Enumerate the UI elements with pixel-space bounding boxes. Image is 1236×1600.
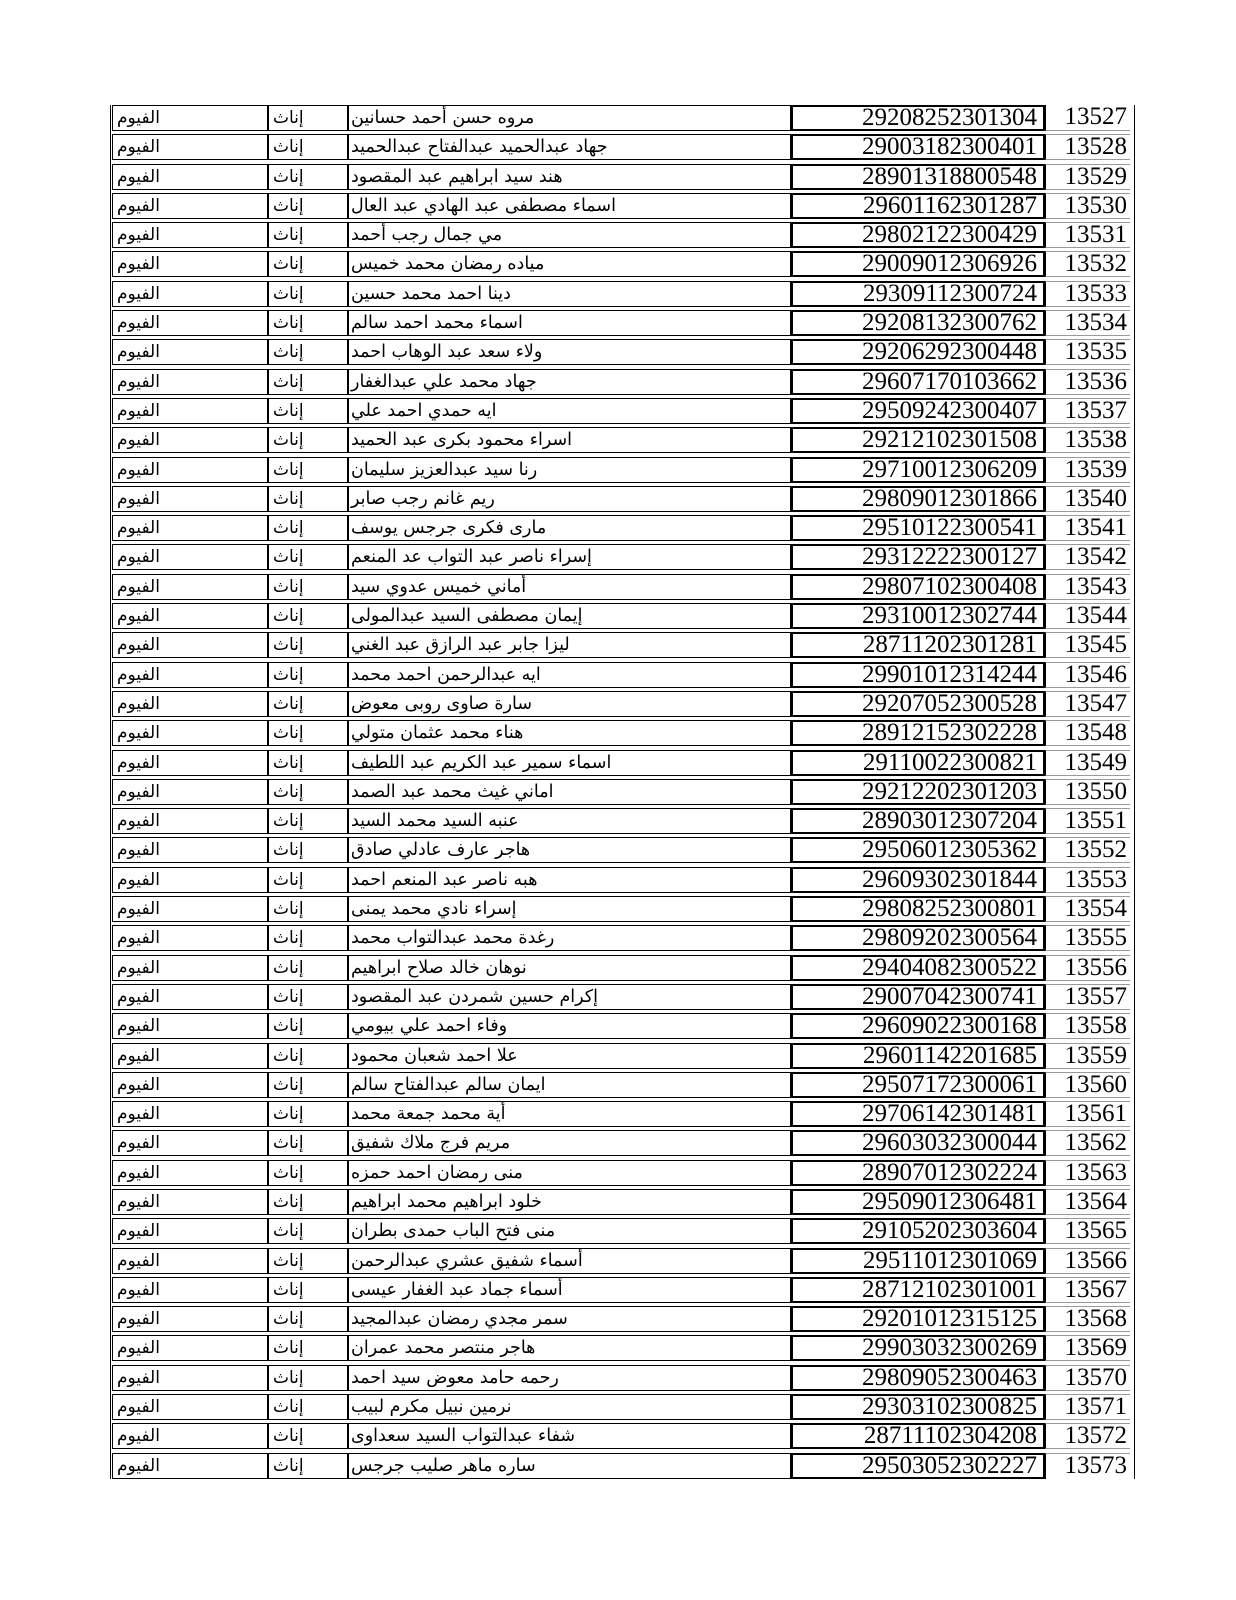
gender-cell: إناث [268,1130,348,1156]
gender-cell: إناث [268,310,348,336]
name-cell: مياده رمضان محمد خميس [348,251,791,277]
national-id-cell: 29601142201685 [791,1043,1045,1069]
serial-cell: 13543 [1045,574,1130,600]
name-cell: نرمين نبيل مكرم لبيب [348,1394,791,1420]
national-id-cell: 29212102301508 [791,427,1045,453]
table-row [112,691,1133,717]
serial-cell: 13534 [1045,310,1130,336]
governorate-cell: الفيوم [112,222,268,248]
national-id-cell: 29309112300724 [791,281,1045,307]
serial-cell: 13558 [1045,1013,1130,1039]
national-id-cell: 29201012315125 [791,1306,1045,1332]
gender-cell: إناث [268,1277,348,1303]
serial-cell: 13540 [1045,486,1130,512]
gender-cell: إناث [268,925,348,951]
name-cell: ولاء سعد عبد الوهاب احمد [348,339,791,365]
national-id-cell: 28901318800548 [791,164,1045,190]
gender-cell: إناث [268,1423,348,1449]
table-row [112,164,1133,190]
name-cell: وفاء احمد علي بيومي [348,1013,791,1039]
serial-cell: 13564 [1045,1189,1130,1215]
governorate-cell: الفيوم [112,984,268,1010]
gender-cell: إناث [268,574,348,600]
gender-cell: إناث [268,222,348,248]
table-row [112,779,1133,805]
governorate-cell: الفيوم [112,896,268,922]
table-row [112,486,1133,512]
serial-cell: 13566 [1045,1248,1130,1274]
gender-cell: إناث [268,1394,348,1420]
table-row [112,515,1133,541]
name-cell: مروه حسن أحمد حسانين [348,105,791,131]
table-row [112,808,1133,834]
table-row [112,1453,1133,1479]
name-cell: هناء محمد عثمان متولي [348,720,791,746]
serial-cell: 13570 [1045,1365,1130,1391]
serial-cell: 13565 [1045,1218,1130,1244]
table-row [112,837,1133,863]
name-cell: منى رمضان احمد حمزه [348,1160,791,1186]
governorate-cell: الفيوم [112,1248,268,1274]
name-cell: خلود ابراهيم محمد ابراهيم [348,1189,791,1215]
gender-cell: إناث [268,193,348,219]
governorate-cell: الفيوم [112,515,268,541]
gender-cell: إناث [268,779,348,805]
name-cell: رغدة محمد عبدالتواب محمد [348,925,791,951]
national-id-cell: 28711202301281 [791,632,1045,658]
gender-cell: إناث [268,1189,348,1215]
serial-cell: 13535 [1045,339,1130,365]
national-id-cell: 29802122300429 [791,222,1045,248]
national-id-cell: 29609302301844 [791,867,1045,893]
table-row [112,1072,1133,1098]
governorate-cell: الفيوم [112,544,268,570]
serial-cell: 13563 [1045,1160,1130,1186]
name-cell: اسراء محمود بكرى عبد الحميد [348,427,791,453]
governorate-cell: الفيوم [112,486,268,512]
national-id-cell: 29007042300741 [791,984,1045,1010]
name-cell: هاجر عارف عادلي صادق [348,837,791,863]
governorate-cell: الفيوم [112,1394,268,1420]
name-cell: رحمه حامد معوض سيد احمد [348,1365,791,1391]
serial-cell: 13552 [1045,837,1130,863]
governorate-cell: الفيوم [112,1335,268,1361]
name-cell: منى فتح الباب حمدى بطران [348,1218,791,1244]
national-id-cell: 29310012302744 [791,603,1045,629]
serial-cell: 13562 [1045,1130,1130,1156]
gender-cell: إناث [268,720,348,746]
national-id-cell: 29706142301481 [791,1101,1045,1127]
name-cell: جهاد عبدالحميد عبدالفتاح عبدالحميد [348,134,791,160]
gender-cell: إناث [268,837,348,863]
name-cell: هند سيد ابراهيم عبد المقصود [348,164,791,190]
gender-cell: إناث [268,662,348,688]
national-id-cell: 29208132300762 [791,310,1045,336]
name-cell: ريم غانم رجب صابر [348,486,791,512]
national-id-cell: 28712102301001 [791,1277,1045,1303]
gender-cell: إناث [268,1013,348,1039]
gender-cell: إناث [268,427,348,453]
national-id-cell: 29009012306926 [791,251,1045,277]
serial-cell: 13555 [1045,925,1130,951]
name-cell: علا احمد شعبان محمود [348,1043,791,1069]
name-cell: جهاد محمد علي عبدالغفار [348,369,791,395]
gender-cell: إناث [268,1160,348,1186]
national-id-cell: 29601162301287 [791,193,1045,219]
table-row [112,1248,1133,1274]
gender-cell: إناث [268,339,348,365]
serial-cell: 13554 [1045,896,1130,922]
gender-cell: إناث [268,281,348,307]
name-cell: شفاء عبدالتواب السيد سعداوى [348,1423,791,1449]
governorate-cell: الفيوم [112,281,268,307]
governorate-cell: الفيوم [112,105,268,131]
serial-cell: 13561 [1045,1101,1130,1127]
table-row [112,1218,1133,1244]
national-id-cell: 29901012314244 [791,662,1045,688]
table-row [112,1101,1133,1127]
governorate-cell: الفيوم [112,632,268,658]
table-row [112,1189,1133,1215]
gender-cell: إناث [268,896,348,922]
national-id-cell: 28912152302228 [791,720,1045,746]
national-id-cell: 29603032300044 [791,1130,1045,1156]
governorate-cell: الفيوم [112,925,268,951]
gender-cell: إناث [268,867,348,893]
governorate-cell: الفيوم [112,134,268,160]
serial-cell: 13553 [1045,867,1130,893]
name-cell: إيمان مصطفى السيد عبدالمولى [348,603,791,629]
name-cell: نوهان خالد صلاح ابراهيم [348,955,791,981]
serial-cell: 13560 [1045,1072,1130,1098]
governorate-cell: الفيوم [112,779,268,805]
governorate-cell: الفيوم [112,955,268,981]
governorate-cell: الفيوم [112,310,268,336]
serial-cell: 13573 [1045,1453,1130,1479]
gender-cell: إناث [268,632,348,658]
governorate-cell: الفيوم [112,1130,268,1156]
table-row [112,1394,1133,1420]
national-id-cell: 29510122300541 [791,515,1045,541]
governorate-cell: الفيوم [112,1218,268,1244]
serial-cell: 13569 [1045,1335,1130,1361]
governorate-cell: الفيوم [112,1423,268,1449]
gender-cell: إناث [268,603,348,629]
table-row [112,1277,1133,1303]
serial-cell: 13539 [1045,457,1130,483]
national-id-cell: 29507172300061 [791,1072,1045,1098]
name-cell: اسماء سمير عبد الكريم عبد اللطيف [348,750,791,776]
governorate-cell: الفيوم [112,808,268,834]
gender-cell: إناث [268,164,348,190]
serial-cell: 13549 [1045,750,1130,776]
table-row [112,105,1133,131]
national-id-cell: 29207052300528 [791,691,1045,717]
gender-cell: إناث [268,1306,348,1332]
governorate-cell: الفيوم [112,398,268,424]
name-cell: أماني خميس عدوي سيد [348,574,791,600]
national-id-cell: 29509012306481 [791,1189,1045,1215]
table-row [112,310,1133,336]
national-id-cell: 29903032300269 [791,1335,1045,1361]
serial-cell: 13538 [1045,427,1130,453]
serial-cell: 13550 [1045,779,1130,805]
serial-cell: 13568 [1045,1306,1130,1332]
table-row [112,662,1133,688]
table-row [112,1335,1133,1361]
serial-cell: 13529 [1045,164,1130,190]
serial-cell: 13536 [1045,369,1130,395]
national-id-cell: 29511012301069 [791,1248,1045,1274]
name-cell: اسماء محمد احمد سالم [348,310,791,336]
governorate-cell: الفيوم [112,1365,268,1391]
national-id-cell: 28711102304208 [791,1423,1045,1449]
national-id-cell: 28903012307204 [791,808,1045,834]
serial-cell: 13537 [1045,398,1130,424]
name-cell: مارى فكرى جرجس يوسف [348,515,791,541]
table-row [112,339,1133,365]
table-row [112,398,1133,424]
table-row [112,222,1133,248]
gender-cell: إناث [268,750,348,776]
gender-cell: إناث [268,1248,348,1274]
serial-cell: 13541 [1045,515,1130,541]
table-row [112,955,1133,981]
national-id-cell: 29105202303604 [791,1218,1045,1244]
name-cell: سمر مجدي رمضان عبدالمجيد [348,1306,791,1332]
table-row [112,925,1133,951]
gender-cell: إناث [268,515,348,541]
serial-cell: 13551 [1045,808,1130,834]
gender-cell: إناث [268,486,348,512]
serial-cell: 13548 [1045,720,1130,746]
gender-cell: إناث [268,1072,348,1098]
serial-cell: 13557 [1045,984,1130,1010]
governorate-cell: الفيوم [112,1277,268,1303]
name-cell: أية محمد جمعة محمد [348,1101,791,1127]
governorate-cell: الفيوم [112,1189,268,1215]
governorate-cell: الفيوم [112,574,268,600]
serial-cell: 13544 [1045,603,1130,629]
serial-cell: 13556 [1045,955,1130,981]
table-row [112,1365,1133,1391]
table-row [112,369,1133,395]
serial-cell: 13531 [1045,222,1130,248]
gender-cell: إناث [268,369,348,395]
serial-cell: 13571 [1045,1394,1130,1420]
governorate-cell: الفيوم [112,339,268,365]
national-id-cell: 29807102300408 [791,574,1045,600]
table-row [112,632,1133,658]
table-row [112,457,1133,483]
governorate-cell: الفيوم [112,164,268,190]
gender-cell: إناث [268,457,348,483]
serial-cell: 13528 [1045,134,1130,160]
table-row [112,427,1133,453]
national-id-cell: 29303102300825 [791,1394,1045,1420]
national-id-cell: 29110022300821 [791,750,1045,776]
name-cell: ايمان سالم عبدالفتاح سالم [348,1072,791,1098]
gender-cell: إناث [268,1043,348,1069]
governorate-cell: الفيوم [112,1043,268,1069]
governorate-cell: الفيوم [112,427,268,453]
serial-cell: 13546 [1045,662,1130,688]
roster-table [110,105,1135,1479]
national-id-cell: 29809202300564 [791,925,1045,951]
table-row [112,896,1133,922]
serial-cell: 13532 [1045,251,1130,277]
national-id-cell: 29509242300407 [791,398,1045,424]
gender-cell: إناث [268,251,348,277]
governorate-cell: الفيوم [112,662,268,688]
name-cell: أسماء شفيق عشري عبدالرحمن [348,1248,791,1274]
table-row [112,603,1133,629]
gender-cell: إناث [268,691,348,717]
gender-cell: إناث [268,808,348,834]
serial-cell: 13533 [1045,281,1130,307]
table-row [112,1423,1133,1449]
table-row [112,720,1133,746]
name-cell: أسماء جماد عبد الغفار عيسى [348,1277,791,1303]
name-cell: اماني غيث محمد عبد الصمد [348,779,791,805]
gender-cell: إناث [268,1101,348,1127]
name-cell: مريم فرج ملاك شفيق [348,1130,791,1156]
table-row [112,281,1133,307]
serial-cell: 13527 [1045,105,1130,131]
governorate-cell: الفيوم [112,193,268,219]
serial-cell: 13572 [1045,1423,1130,1449]
national-id-cell: 29503052302227 [791,1453,1045,1479]
table-row [112,1306,1133,1332]
serial-cell: 13542 [1045,544,1130,570]
national-id-cell: 29607170103662 [791,369,1045,395]
table-row [112,867,1133,893]
national-id-cell: 29506012305362 [791,837,1045,863]
table-row [112,1130,1133,1156]
serial-cell: 13547 [1045,691,1130,717]
governorate-cell: الفيوم [112,750,268,776]
national-id-cell: 29809012301866 [791,486,1045,512]
governorate-cell: الفيوم [112,1306,268,1332]
name-cell: رنا سيد عبدالعزيز سليمان [348,457,791,483]
table-row [112,1013,1133,1039]
table-row [112,193,1133,219]
gender-cell: إناث [268,1365,348,1391]
table-row [112,750,1133,776]
national-id-cell: 29206292300448 [791,339,1045,365]
serial-cell: 13530 [1045,193,1130,219]
national-id-cell: 29312222300127 [791,544,1045,570]
name-cell: إسراء نادي محمد يمنى [348,896,791,922]
national-id-cell: 29809052300463 [791,1365,1045,1391]
national-id-cell: 29609022300168 [791,1013,1045,1039]
name-cell: إكرام حسين شمردن عبد المقصود [348,984,791,1010]
name-cell: ليزا جابر عبد الرازق عبد الغني [348,632,791,658]
serial-cell: 13559 [1045,1043,1130,1069]
gender-cell: إناث [268,1218,348,1244]
name-cell: اسماء مصطفى عبد الهادي عبد العال [348,193,791,219]
governorate-cell: الفيوم [112,457,268,483]
gender-cell: إناث [268,955,348,981]
serial-cell: 13567 [1045,1277,1130,1303]
name-cell: هاجر منتصر محمد عمران [348,1335,791,1361]
table-row [112,984,1133,1010]
governorate-cell: الفيوم [112,1072,268,1098]
governorate-cell: الفيوم [112,867,268,893]
governorate-cell: الفيوم [112,1101,268,1127]
gender-cell: إناث [268,1453,348,1479]
governorate-cell: الفيوم [112,1453,268,1479]
name-cell: إسراء ناصر عبد التواب عد المنعم [348,544,791,570]
table-row [112,544,1133,570]
gender-cell: إناث [268,1335,348,1361]
name-cell: سارة صاوى روبى معوض [348,691,791,717]
gender-cell: إناث [268,105,348,131]
national-id-cell: 28907012302224 [791,1160,1045,1186]
national-id-cell: 29808252300801 [791,896,1045,922]
serial-cell: 13545 [1045,632,1130,658]
gender-cell: إناث [268,398,348,424]
gender-cell: إناث [268,984,348,1010]
table-row [112,574,1133,600]
governorate-cell: الفيوم [112,1160,268,1186]
governorate-cell: الفيوم [112,603,268,629]
name-cell: دينا احمد محمد حسين [348,281,791,307]
national-id-cell: 29710012306209 [791,457,1045,483]
name-cell: هبه ناصر عبد المنعم احمد [348,867,791,893]
governorate-cell: الفيوم [112,837,268,863]
national-id-cell: 29212202301203 [791,779,1045,805]
governorate-cell: الفيوم [112,720,268,746]
gender-cell: إناث [268,134,348,160]
name-cell: عنبه السيد محمد السيد [348,808,791,834]
name-cell: مي جمال رجب أحمد [348,222,791,248]
table-row [112,1043,1133,1069]
table-row [112,134,1133,160]
table-row [112,251,1133,277]
name-cell: ايه حمدي احمد علي [348,398,791,424]
national-id-cell: 29404082300522 [791,955,1045,981]
table-row [112,1160,1133,1186]
national-id-cell: 29003182300401 [791,134,1045,160]
governorate-cell: الفيوم [112,691,268,717]
governorate-cell: الفيوم [112,369,268,395]
name-cell: ايه عبدالرحمن احمد محمد [348,662,791,688]
governorate-cell: الفيوم [112,251,268,277]
gender-cell: إناث [268,544,348,570]
name-cell: ساره ماهر صليب جرجس [348,1453,791,1479]
national-id-cell: 29208252301304 [791,105,1045,131]
governorate-cell: الفيوم [112,1013,268,1039]
